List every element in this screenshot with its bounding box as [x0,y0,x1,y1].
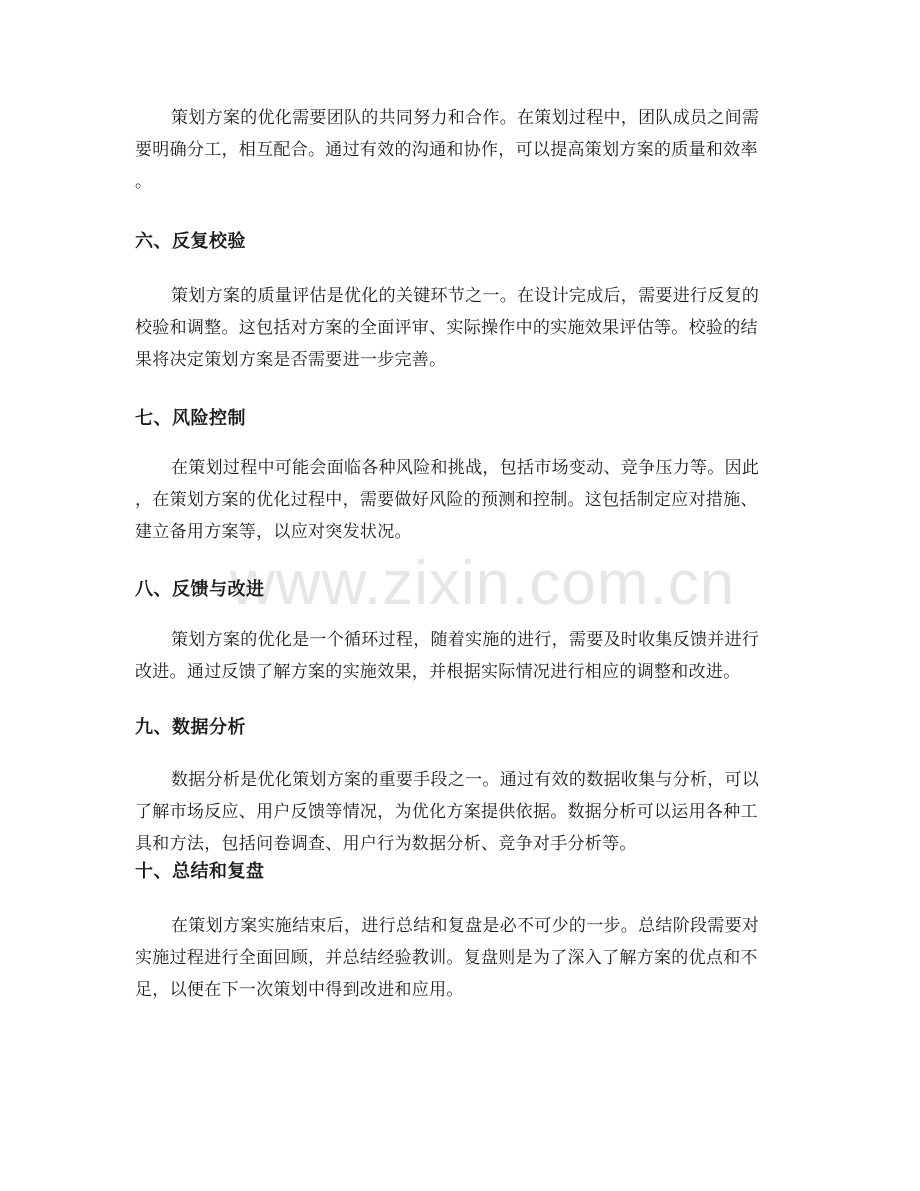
paragraph-line: ，在策划方案的优化过程中，需要做好风险的预测和控制。这包括制定应对措施、 [135,490,758,510]
section-heading-review: 六、反复校验 [135,231,246,252]
paragraph-line: 要明确分工，相互配合。通过有效的沟通和协作，可以提高策划方案的质量和效率 [135,140,758,160]
paragraph-line: 果将决定策划方案是否需要进一步完善。 [135,350,447,370]
paragraph-line: 在策划过程中可能会面临各种风险和挑战，包括市场变动、竞争压力等。因此 [171,458,760,478]
section-paragraph-review [135,280,790,376]
paragraph-line: 了解市场反应、用户反馈等情况，为优化方案提供依据。数据分析可以运用各种工 [135,802,758,822]
section-paragraph-feedback [135,624,790,688]
section-heading-feedback: 八、反馈与改进 [135,579,265,600]
section-paragraph-risk [135,452,790,548]
paragraph-line: 建立备用方案等，以应对突发状况。 [135,522,412,542]
section-paragraph-summary [135,910,790,1006]
section-heading-data-analysis: 九、数据分析 [135,717,246,738]
paragraph-line: 在策划方案实施结束后，进行总结和复盘是必不可少的一步。总结阶段需要对 [171,916,760,936]
paragraph-line: 。 [135,172,153,192]
paragraph-line: 足，以便在下一次策划中得到改进和应用。 [135,980,464,1000]
section-paragraph-data-analysis [135,764,790,860]
section-heading-risk: 七、风险控制 [135,408,246,429]
paragraph-line: 校验和调整。这包括对方案的全面评审、实际操作中的实施效果评估等。校验的结 [135,318,758,338]
paragraph-line: 策划方案的质量评估是优化的关键环节之一。在设计完成后，需要进行反复的 [171,286,760,306]
paragraph-line: 具和方法，包括问卷调查、用户行为数据分析、竞争对手分析等。 [135,834,637,854]
intro-paragraph [135,102,790,198]
paragraph-line: 实施过程进行全面回顾，并总结经验教训。复盘则是为了深入了解方案的优点和不 [135,948,758,968]
paragraph-line: 策划方案的优化需要团队的共同努力和合作。在策划过程中，团队成员之间需 [171,108,760,128]
watermark: www.zixin.com.cn [230,549,736,618]
paragraph-line: 策划方案的优化是一个循环过程，随着实施的进行，需要及时收集反馈并进行 [171,630,760,650]
paragraph-line: 改进。通过反馈了解方案的实施效果，并根据实际情况进行相应的调整和改进。 [135,662,741,682]
section-heading-summary: 十、总结和复盘 [135,861,265,882]
paragraph-line: 数据分析是优化策划方案的重要手段之一。通过有效的数据收集与分析，可以 [171,770,760,790]
